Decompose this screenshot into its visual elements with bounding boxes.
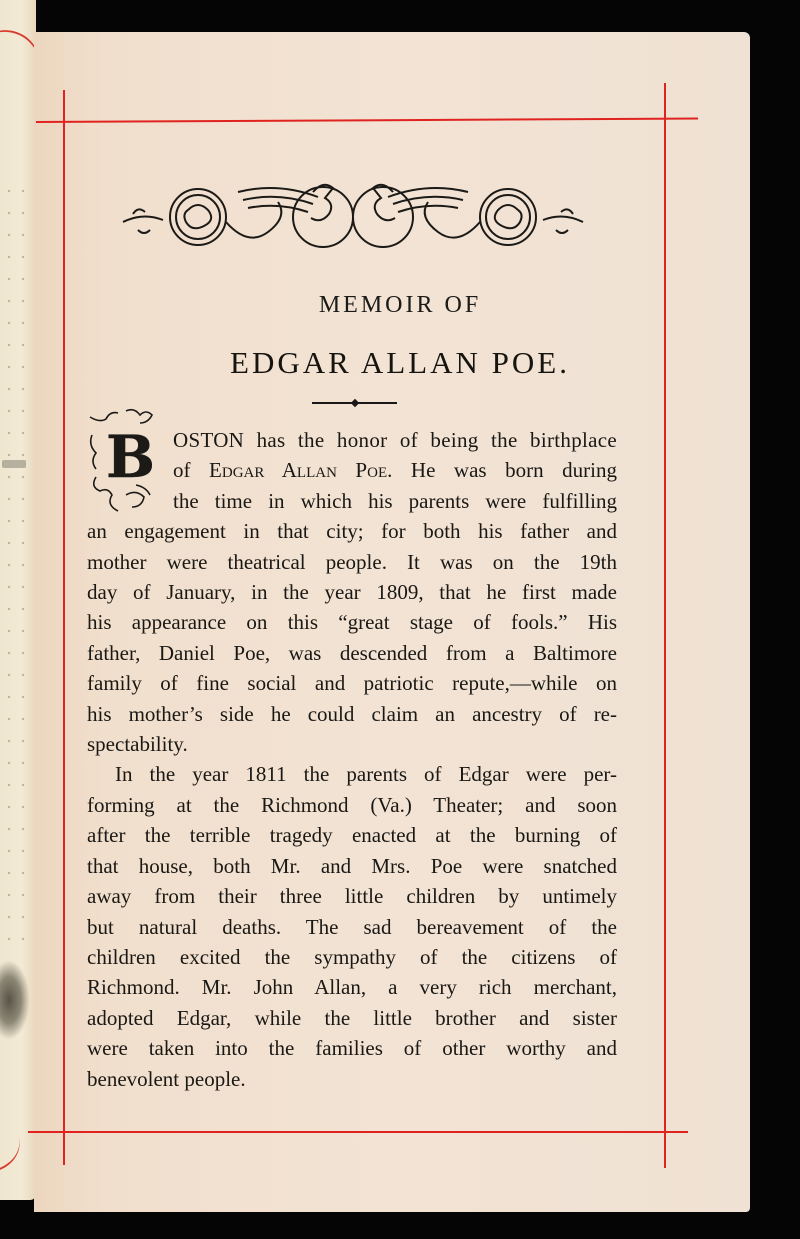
- text-line: the time in which his parents were fulfilling: [173, 488, 617, 513]
- text-fragment: [2, 460, 26, 468]
- text-line: that house, both Mr. and Mrs. Poe were snatched: [87, 853, 617, 878]
- title-divider: [312, 402, 397, 404]
- text-line: his mother’s side he could claim an ancestry of re-: [87, 701, 617, 726]
- text-line: family of fine social and patriotic repute,—while on: [87, 671, 617, 696]
- text-fragment: He was born during: [392, 458, 617, 483]
- text-line: mother were theatrical people. It was on the 19th: [87, 549, 617, 574]
- text-line: day of January, in the year 1809, that he first made: [87, 580, 617, 605]
- text-line: In the year 1811 the parents of Edgar were per-: [115, 762, 617, 787]
- text-line: after the terrible tragedy enacted at the burning of: [87, 823, 617, 848]
- svg-text:B: B: [106, 423, 156, 491]
- text-line: were taken into the families of other worthy and: [87, 1036, 617, 1061]
- text-line: father, Daniel Poe, was descended from a Baltimore: [87, 640, 617, 665]
- text-line: away from their three little children by untimely: [87, 884, 617, 909]
- text-line: OSTON has the honor of being the birthplace: [173, 428, 617, 452]
- page-kicker: MEMOIR OF: [318, 292, 482, 318]
- text-line: adopted Edgar, while the little brother and sister: [87, 1005, 617, 1030]
- text-line: spectability.: [87, 732, 188, 757]
- border-rule-right: [664, 83, 666, 1168]
- text-fragment: of: [173, 458, 210, 483]
- red-rule-curve: [0, 1111, 27, 1180]
- facing-page-edge: [0, 0, 36, 1200]
- page-title: EDGAR ALLAN POE.: [230, 345, 570, 380]
- author-name: Edgar Allan Poe.: [209, 458, 393, 483]
- border-rule-left: [63, 90, 65, 1165]
- memoir-body: [87, 425, 617, 1094]
- text-line: forming at the Richmond (Va.) Theater; and soon: [87, 792, 617, 817]
- text-line: but natural deaths. The sad bereavement of the: [87, 914, 617, 939]
- ornamental-headpiece-icon: [118, 172, 588, 252]
- text-line: Richmond. Mr. John Allan, a very rich merchant,: [87, 975, 617, 1000]
- text-line: benevolent people.: [87, 1066, 246, 1091]
- text-line: an engagement in that city; for both his father and: [87, 519, 617, 544]
- text-line: his appearance on this “great stage of fools.” His: [87, 610, 617, 635]
- text-line: children excited the sympathy of the citizens of: [87, 944, 617, 969]
- engraving-fragment: [0, 960, 30, 1040]
- border-rule-bottom: [256, 1131, 688, 1133]
- text-line: [87, 455, 617, 485]
